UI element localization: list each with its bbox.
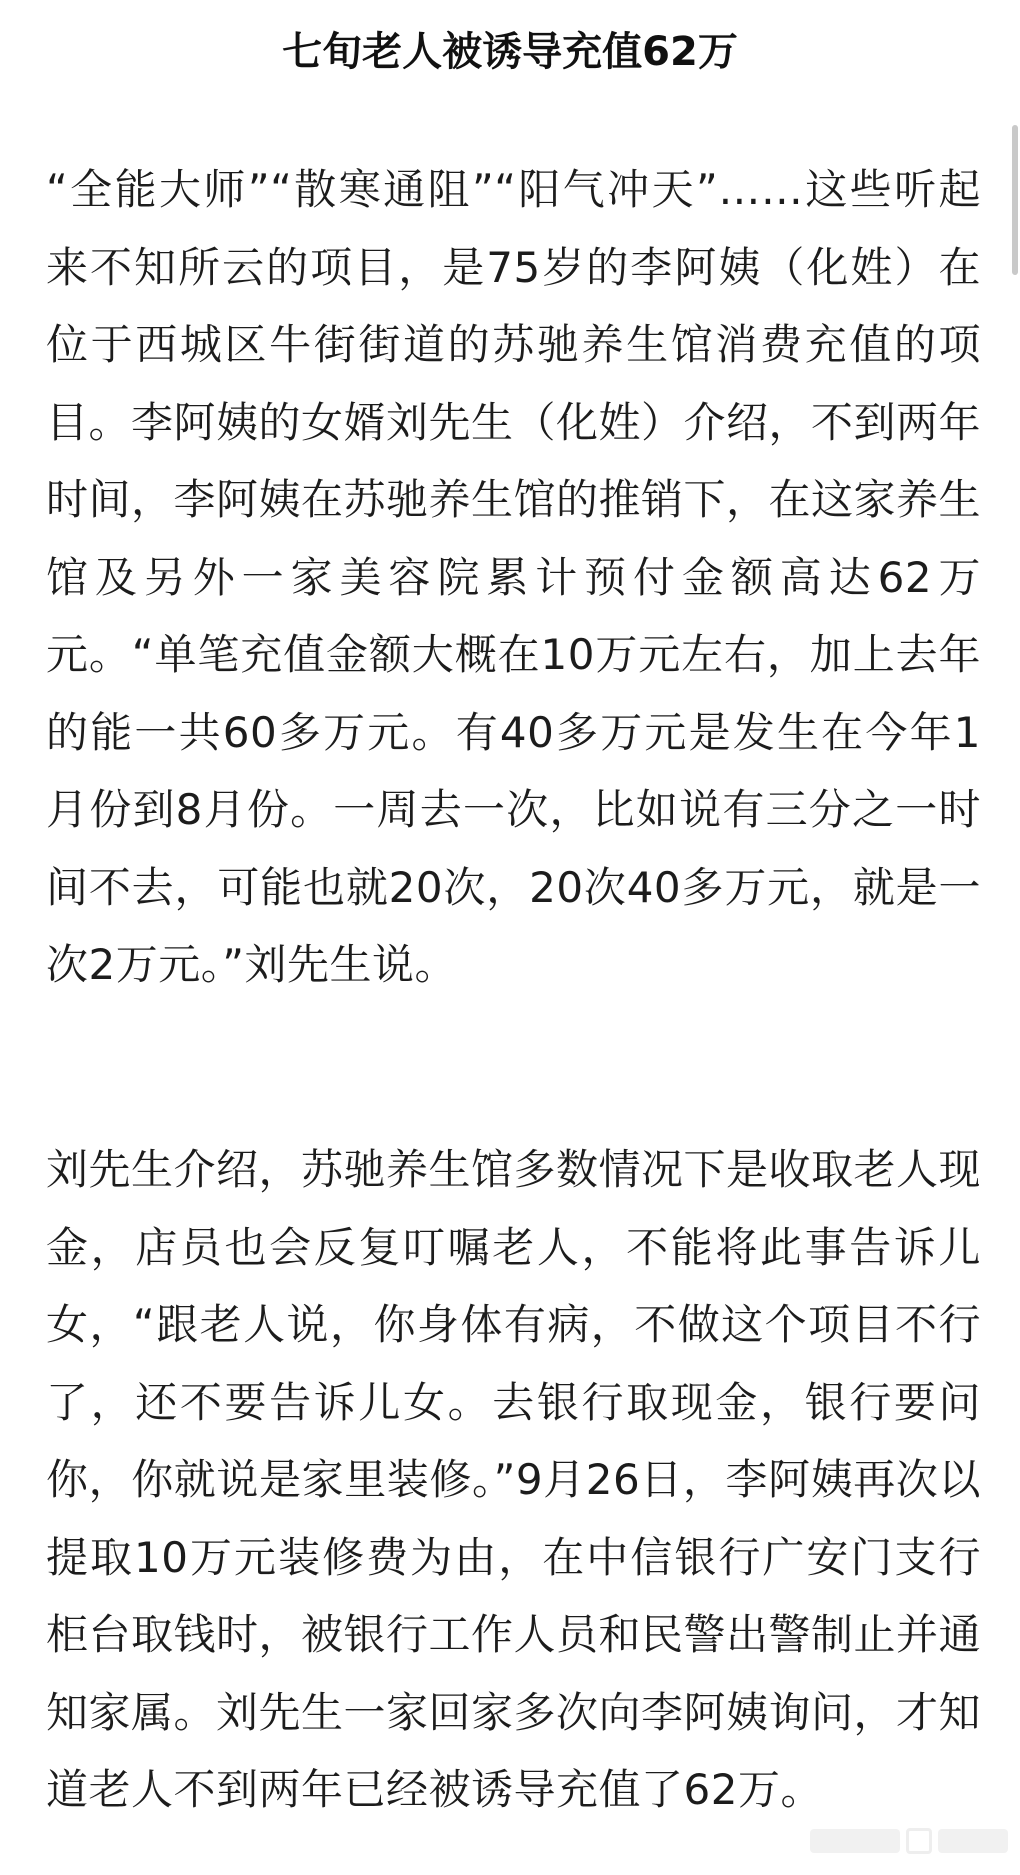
watermark	[768, 1821, 1008, 1861]
article-paragraph-2: 刘先生介绍，苏驰养生馆多数情况下是收取老人现金，店员也会反复叮嘱老人，不能将此事告诉儿女，“跟老人说，你身体有病，不做这个项目不行了，还不要告诉儿女。去银行取现金，银行要问你，你就说是家里装修。”9月26日，李阿姨再次以提取10万元装修费为由，在中信银行广安门支行柜台取钱时，被银行工作人员和民警出警制止并通知家属。刘先生一家回家多次向李阿姨询问，才知道老人不到两年已经被诱导充值了62万。	[46, 1145, 982, 1814]
watermark-logo	[810, 1829, 900, 1853]
watermark-icon	[906, 1828, 932, 1854]
article-title: 七旬老人被诱导充值62万	[282, 29, 738, 75]
scrollbar-thumb[interactable]	[1012, 125, 1018, 275]
article-paragraph-1: “全能大师”“散寒通阻”“阳气冲天”……这些听起来不知所云的项目，是75岁的李阿姨（化姓）在位于西城区牛街街道的苏驰养生馆消费充值的项目。李阿姨的女婿刘先生（化姓）介绍，不到两年时间，李阿姨在苏驰养生馆的推销下，在这家养生馆及另外一家美容院累计预付金额高达62万元。“单笔充值金额大概在10万元左右，加上去年的能一共60多万元。有40多万元是发生在今年1月份到8月份。一周去一次，比如说有三分之一时间不去，可能也就20次，20次40多万元，就是一次2万元。”刘先生说。	[46, 165, 982, 989]
watermark-logo-tail	[938, 1829, 1008, 1853]
